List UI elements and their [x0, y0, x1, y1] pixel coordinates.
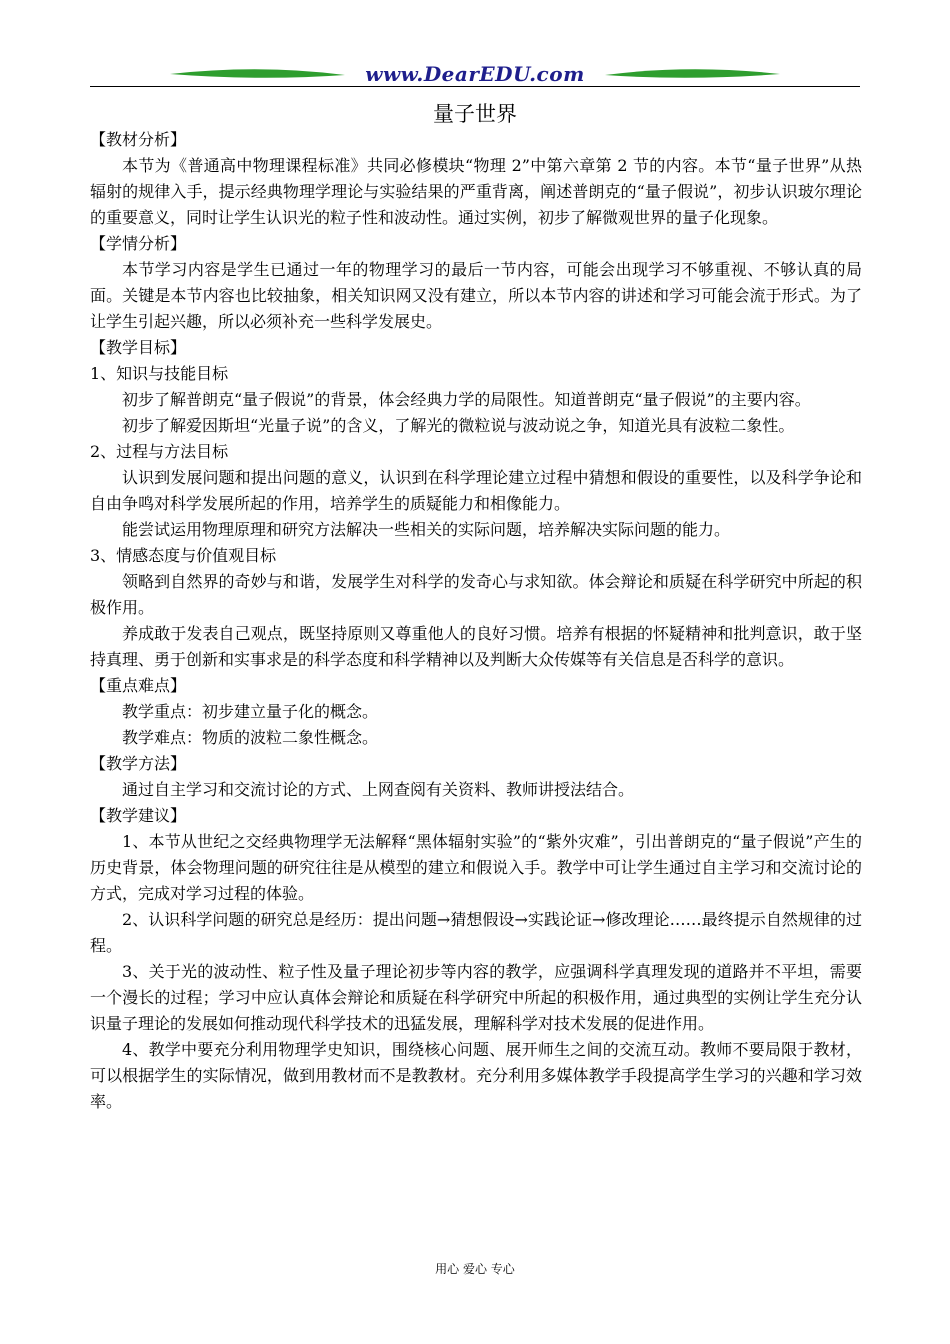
paragraph: 能尝试运用物理原理和研究方法解决一些相关的实际问题，培养解决实际问题的能力。: [122, 520, 731, 539]
paragraph: 养成敢于发表自己观点，既坚持原则又尊重他人的良好习惯。培养有根据的怀疑精神和批判意识，敢于坚持真理、勇于创新和实事求是的科学态度和科学精神以及判断大众传媒等有关信息是否科学的意识。: [90, 624, 862, 669]
paragraph: 初步了解爱因斯坦“光量子说”的含义，了解光的微粒说与波动说之争，知道光具有波粒二象性。: [122, 416, 795, 435]
paragraph: 本节为《普通高中物理课程标准》共同必修模块“物理 2”中第六章第 2 节的内容。本节“量子世界”从热辐射的规律入手，提示经典物理学理论与实验结果的严重背离，阐述普朗克的“量子假说”，初步认识玻尔理论的重要意义，同时让学生认识光的粒子性和波动性。通过实例，初步了解微观世界的量子化现象。: [90, 156, 862, 227]
paragraph: 本节学习内容是学生已通过一年的物理学习的最后一节内容，可能会出现学习不够重视、不够认真的局面。关键是本节内容也比较抽象，相关知识网又没有建立，所以本节内容的讲述和学习可能会流于形式。为了让学生引起兴趣，所以必须补充一些科学发展史。: [90, 260, 862, 331]
page-footer: 用心 爱心 专心: [435, 1262, 515, 1276]
paragraph: 认识到发展问题和提出问题的意义，认识到在科学理论建立过程中猜想和假设的重要性，以及科学争论和自由争鸣对科学发展所起的作用，培养学生的质疑能力和相像能力。: [90, 468, 862, 513]
paragraph: 领略到自然界的奇妙与和谐，发展学生对科学的发奇心与求知欲。体会辩论和质疑在科学研究中所起的积极作用。: [90, 572, 862, 617]
section-heading: 【教学目标】: [90, 338, 187, 357]
paragraph: 2、认识科学问题的研究总是经历：提出问题→猜想假设→实践论证→修改理论……最终提示自然规律的过程。: [90, 910, 862, 955]
paragraph: 1、本节从世纪之交经典物理学无法解释“黑体辐射实验”的“紫外灾难”，引出普朗克的“量子假说”产生的历史背景，体会物理问题的研究往往是从模型的建立和假说入手。教学中可让学生通过自主学习和交流讨论的方式，完成对学习过程的体验。: [90, 832, 862, 903]
page-title: 量子世界: [433, 102, 517, 126]
paragraph: 3、关于光的波动性、粒子性及量子理论初步等内容的教学，应强调科学真理发现的道路并不平坦，需要一个漫长的过程；学习中应认真体会辩论和质疑在科学研究中所起的积极作用，通过典型的实例让学生充分认识量子理论的发展如何推动现代科学技术的迅猛发展，理解科学对技术发展的促进作用。: [90, 962, 862, 1033]
section-heading: 【教学建议】: [90, 806, 187, 825]
site-url: www.DearEDU.com: [365, 62, 585, 86]
header-rule: [90, 86, 860, 87]
document-body: [90, 127, 862, 1115]
paragraph: 教学重点：初步建立量子化的概念。: [122, 702, 379, 721]
section-heading: 【重点难点】: [90, 676, 187, 695]
paragraph: 教学难点：物质的波粒二象性概念。: [122, 728, 379, 747]
subsection-heading: 2、过程与方法目标: [90, 442, 229, 461]
section-heading: 【学情分析】: [90, 234, 187, 253]
section-heading: 【教材分析】: [90, 130, 187, 149]
subsection-heading: 3、情感态度与价值观目标: [90, 546, 277, 565]
section-heading: 【教学方法】: [90, 754, 187, 773]
subsection-heading: 1、知识与技能目标: [90, 364, 229, 383]
paragraph: 初步了解普朗克“量子假说”的背景，体会经典力学的局限性。知道普朗克“量子假说”的主要内容。: [122, 390, 811, 409]
page-header: [90, 60, 860, 90]
paragraph: 4、教学中要充分利用物理学史知识，围绕核心问题、展开师生之间的交流互动。教师不要局限于教材，可以根据学生的实际情况，做到用教材而不是教教材。充分利用多媒体教学手段提高学生学习的兴趣和学习效率。: [90, 1040, 862, 1111]
paragraph: 通过自主学习和交流讨论的方式、上网查阅有关资料、教师讲授法结合。: [122, 780, 635, 799]
